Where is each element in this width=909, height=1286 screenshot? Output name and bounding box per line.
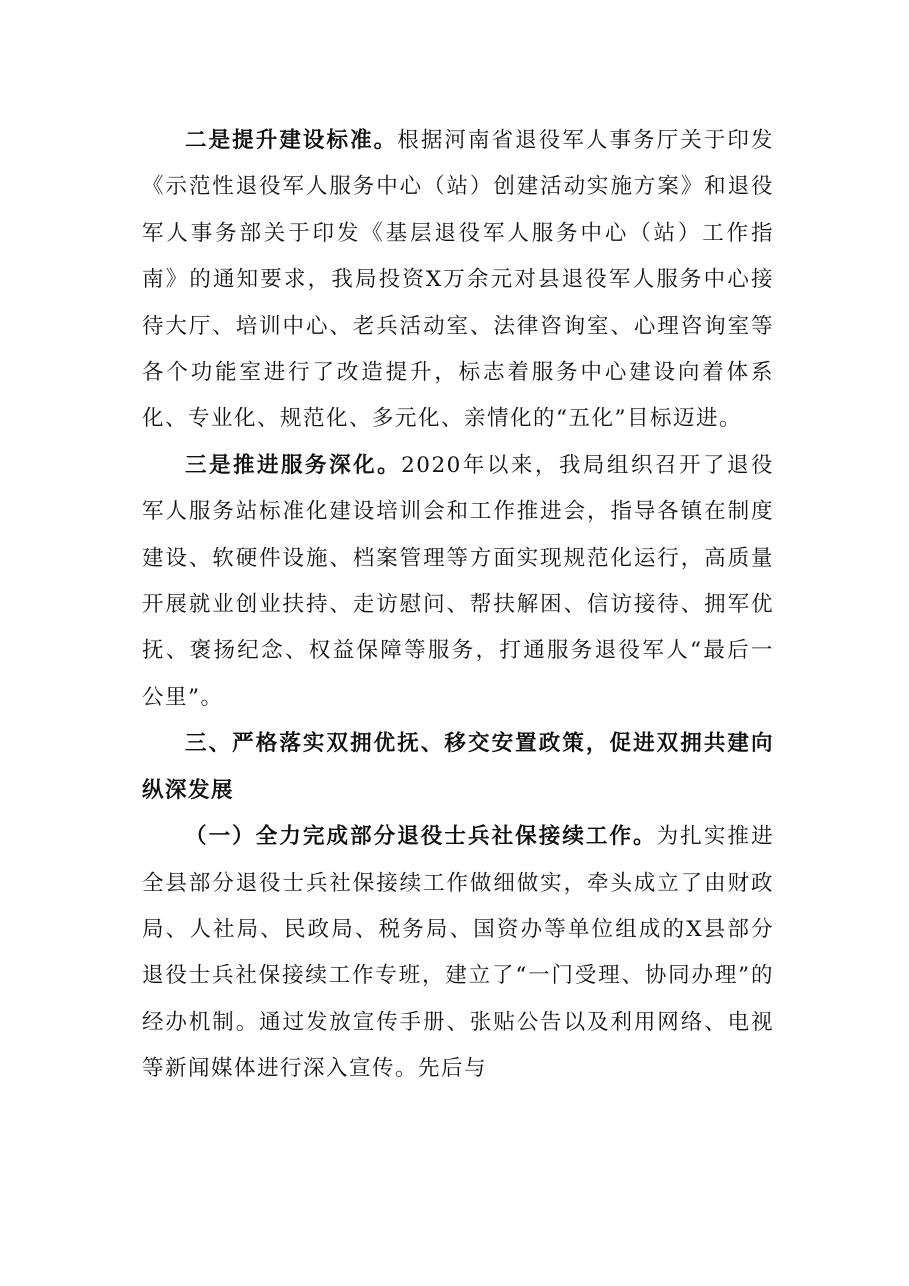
paragraph-build-standard bbox=[142, 118, 774, 443]
paragraph-lead: 三是推进服务深化。 bbox=[185, 452, 402, 478]
paragraph-service-deepening bbox=[142, 443, 774, 721]
document-body bbox=[142, 118, 774, 1093]
paragraph-lead: （一）全力完成部分退役士兵社保接续工作。 bbox=[185, 824, 657, 850]
paragraph-text: 根据河南省退役军人事务厅关于印发《示范性退役军人服务中心（站）创建活动实施方案》和退役军人事务部关于印发《基层退役军人服务中心（站）工作指南》的通知要求，我局投资X万余元对县退役军人服务中心接待大厅、培训中心、老兵活动室、法律咨询室、心理咨询室等各个功能室进行了改造提升，标志着服务中心建设向着体系化、专业化、规范化、多元化、亲情化的“五化”目标迈进。 bbox=[142, 128, 774, 432]
paragraph-text: 为扎实推进全县部分退役士兵社保接续工作做细做实，牵头成立了由财政局、人社局、民政局、税务局、国资办等单位组成的X县部分退役士兵社保接续工作专班，建立了“一门受理、协同办理”的经办机制。通过发放宣传手册、张贴公告以及利用网络、电视等新闻媒体进行深入宣传。先后与 bbox=[142, 824, 774, 1082]
section-heading: 三、严格落实双拥优抚、移交安置政策，促进双拥共建向纵深发展 bbox=[142, 731, 774, 803]
paragraph-text: 2020年以来，我局组织召开了退役军人服务站标准化建设培训会和工作推进会，指导各镇在制度建设、软硬件设施、档案管理等方面实现规范化运行，高质量开展就业创业扶持、走访慰问、帮扶解困、信访接待、拥军优抚、褒扬纪念、权益保障等服务，打通服务退役军人“最后一公里”。 bbox=[142, 452, 774, 710]
paragraph-lead: 二是提升建设标准。 bbox=[185, 128, 398, 153]
paragraph-social-security bbox=[142, 814, 774, 1092]
